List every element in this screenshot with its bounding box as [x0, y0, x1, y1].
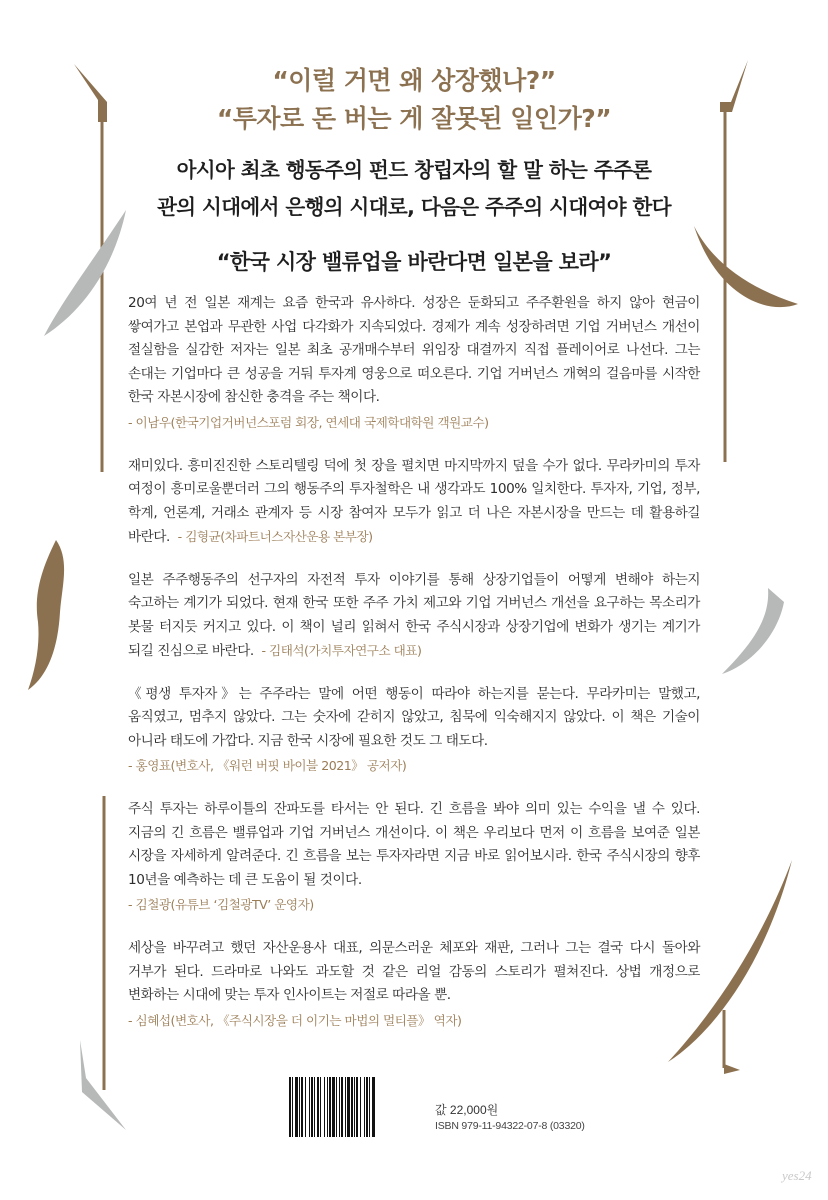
blurb-attribution: - 이남우(한국기업거버넌스포럼 회장, 연세대 국제학대학원 객원교수) [128, 414, 489, 430]
barcode-stripe [369, 1077, 370, 1137]
subheadline-line-1: 아시아 최초 행동주의 펀드 창립자의 할 말 하는 주주론 [176, 158, 652, 182]
barcode-stripe [324, 1077, 325, 1137]
blurb-attribution: - 김태석(가치투자연구소 대표) [261, 643, 422, 658]
blurb-text [128, 455, 700, 550]
barcode-stripe [354, 1077, 355, 1137]
price-label: 값 22,000원 [435, 1103, 499, 1117]
barcode-stripe [301, 1077, 303, 1137]
barcode-stripe [351, 1077, 353, 1137]
barcode-stripe [341, 1077, 343, 1137]
subheadline [0, 152, 828, 226]
blurb-text: 주식 투자는 하루이틀의 잔파도를 타서는 안 된다. 긴 흐름을 봐야 의미 있는 수익을 낼 수 있다. 지금의 긴 흐름은 밸류업과 기업 거버넌스 개선이다. 이 책은 우리보다 먼저 이 흐름을 보여준 일본 시장을 자세하게 알려준다. 긴 흐름을 보는 투자자라면 지금 바로 읽어보시라. 한국 주식시장의 향후 10년을 예측하는 데 큰 도움이 될 것이다. [128, 801, 700, 888]
barcode-stripe [366, 1077, 368, 1137]
watermark-logo: yes24 [782, 1168, 812, 1183]
barcode-stripe [314, 1077, 315, 1137]
barcode-stripe [305, 1077, 306, 1137]
barcode-stripe [295, 1077, 298, 1137]
barcode-stripe [327, 1077, 328, 1137]
blurb-text-body: 재미있다. 흥미진진한 스토리텔링 덕에 첫 장을 펼치면 마지막까지 덮을 수가 없다. 무라카미의 투자 여정이 흥미로울뿐더러 그의 행동주의 투자철학은 내 생각과도 100% 일치한다. 투자자, 기업, 정부, 학계, 언론계, 거래소 관계자 등 시장 참여자 모두가 읽고 더 나은 자본시장을 만드는 데 활용하길 바란다. [128, 457, 700, 545]
blurb-text: 《평생 투자자》는 주주라는 말에 어떤 행동이 따라야 하는지를 묻는다. 무라카미는 말했고, 움직였고, 멈추지 않았다. 그는 숫자에 갇히지 않았고, 침묵에 익숙해지지 않았다. 이 책은 기술이 아니라 태도에 가깝다. 지금 한국 시장에 필요한 것도 그 태도다. [128, 685, 700, 749]
barcode-stripe [317, 1077, 319, 1137]
blurb-text: 세상을 바꾸려고 했던 자산운용사 대표, 의문스러운 체포와 재판, 그러나 그는 결국 다시 돌아와 거부가 된다. 드라마로 나와도 과도할 것 같은 리얼 감동의 스토리가 펼쳐진다. 상법 개정으로 변화하는 시대에 맞는 투자 인사이트는 저절로 따라올 뿐. [128, 940, 700, 1003]
barcode-stripe [299, 1077, 300, 1137]
blurb-list [128, 292, 700, 1053]
barcode-stripe [360, 1077, 361, 1137]
blurb-attribution: - 김형균(차파트너스자산운용 본부장) [177, 529, 373, 544]
headline-line-2: “투자로 돈 버는 게 잘못된 일인가?” [216, 104, 612, 133]
isbn-label: ISBN 979-11-94322-07-8 (03320) [435, 1120, 585, 1132]
barcode-stripe [320, 1077, 321, 1137]
barcode-stripe [364, 1077, 365, 1137]
barcode-stripe [332, 1077, 335, 1137]
blurb-text [128, 569, 700, 664]
quote-headline: “한국 시장 밸류업을 바란다면 일본을 보라” [216, 250, 612, 274]
left-gold-hook [28, 540, 64, 690]
headline [0, 62, 828, 138]
blurb [128, 292, 700, 436]
barcode-stripe [356, 1077, 358, 1137]
subheadline-line-2: 관의 시대에서 은행의 시대로, 다음은 주주의 시대여야 한다 [157, 195, 671, 219]
blurb-text: 20여 년 전 일본 재계는 요즘 한국과 유사하다. 성장은 둔화되고 주주환원을 하지 않아 현금이 쌓여가고 본업과 무관한 사업 다각화가 지속되었다. 경제가 계속 성장하려면 기업 거버넌스 개선이 절실함을 실감한 저자는 일본 최초 공개매수부터 위임장 대결까지 직접 플레이어로 나선다. 그는 손대는 기업마다 큰 성공을 거둬 투자계 영웅으로 떠오른다. 기업 거버넌스 개혁의 걸음마를 시작한 한국 자본시장에 참신한 충격을 주는 책이다. [128, 295, 700, 405]
barcode-stripe [372, 1077, 375, 1137]
barcode-stripe [336, 1077, 337, 1137]
blurb-attribution: - 홍영표(변호사, 《워런 버핏 바이블 2021》 공저자) [128, 758, 407, 773]
blurb [128, 937, 700, 1034]
right-gray-hook [722, 588, 784, 674]
barcode-stripe [339, 1077, 340, 1137]
barcode [287, 1077, 427, 1137]
barcode-stripe [311, 1077, 313, 1137]
headline-line-1: “이럴 거면 왜 상장했나?” [272, 66, 556, 95]
blurb [128, 455, 700, 550]
blurb-attribution: - 심혜섭(변호사, 《주식시장을 더 이기는 마법의 멀티플》 역자) [128, 1012, 462, 1028]
blurb-attribution: - 김철광(유튜브 ‘김철광TV’ 운영자) [128, 897, 314, 912]
barcode-stripe [309, 1077, 310, 1137]
barcode-stripe [289, 1077, 291, 1137]
blurb [128, 798, 700, 918]
barcode-stripe [347, 1077, 350, 1137]
barcode-stripe [292, 1077, 293, 1137]
barcode-stripe [329, 1077, 331, 1137]
right-bottom-tick [724, 1064, 740, 1074]
blurb [128, 569, 700, 664]
barcode-stripe [345, 1077, 346, 1137]
blurb-text-body: 일본 주주행동주의 선구자의 자전적 투자 이야기를 통해 상장기업들이 어떻게 변해야 하는지 숙고하는 계기가 되었다. 현재 한국 또한 주주 가치 제고와 기업 거버넌스 개선을 요구하는 목소리가 봇물 터지듯 커지고 있다. 이 책이 널리 읽혀서 한국 주식시장과 상장기업에 변화가 생기는 계기가 되길 진심으로 바란다. [128, 571, 700, 659]
blurb [128, 683, 700, 780]
